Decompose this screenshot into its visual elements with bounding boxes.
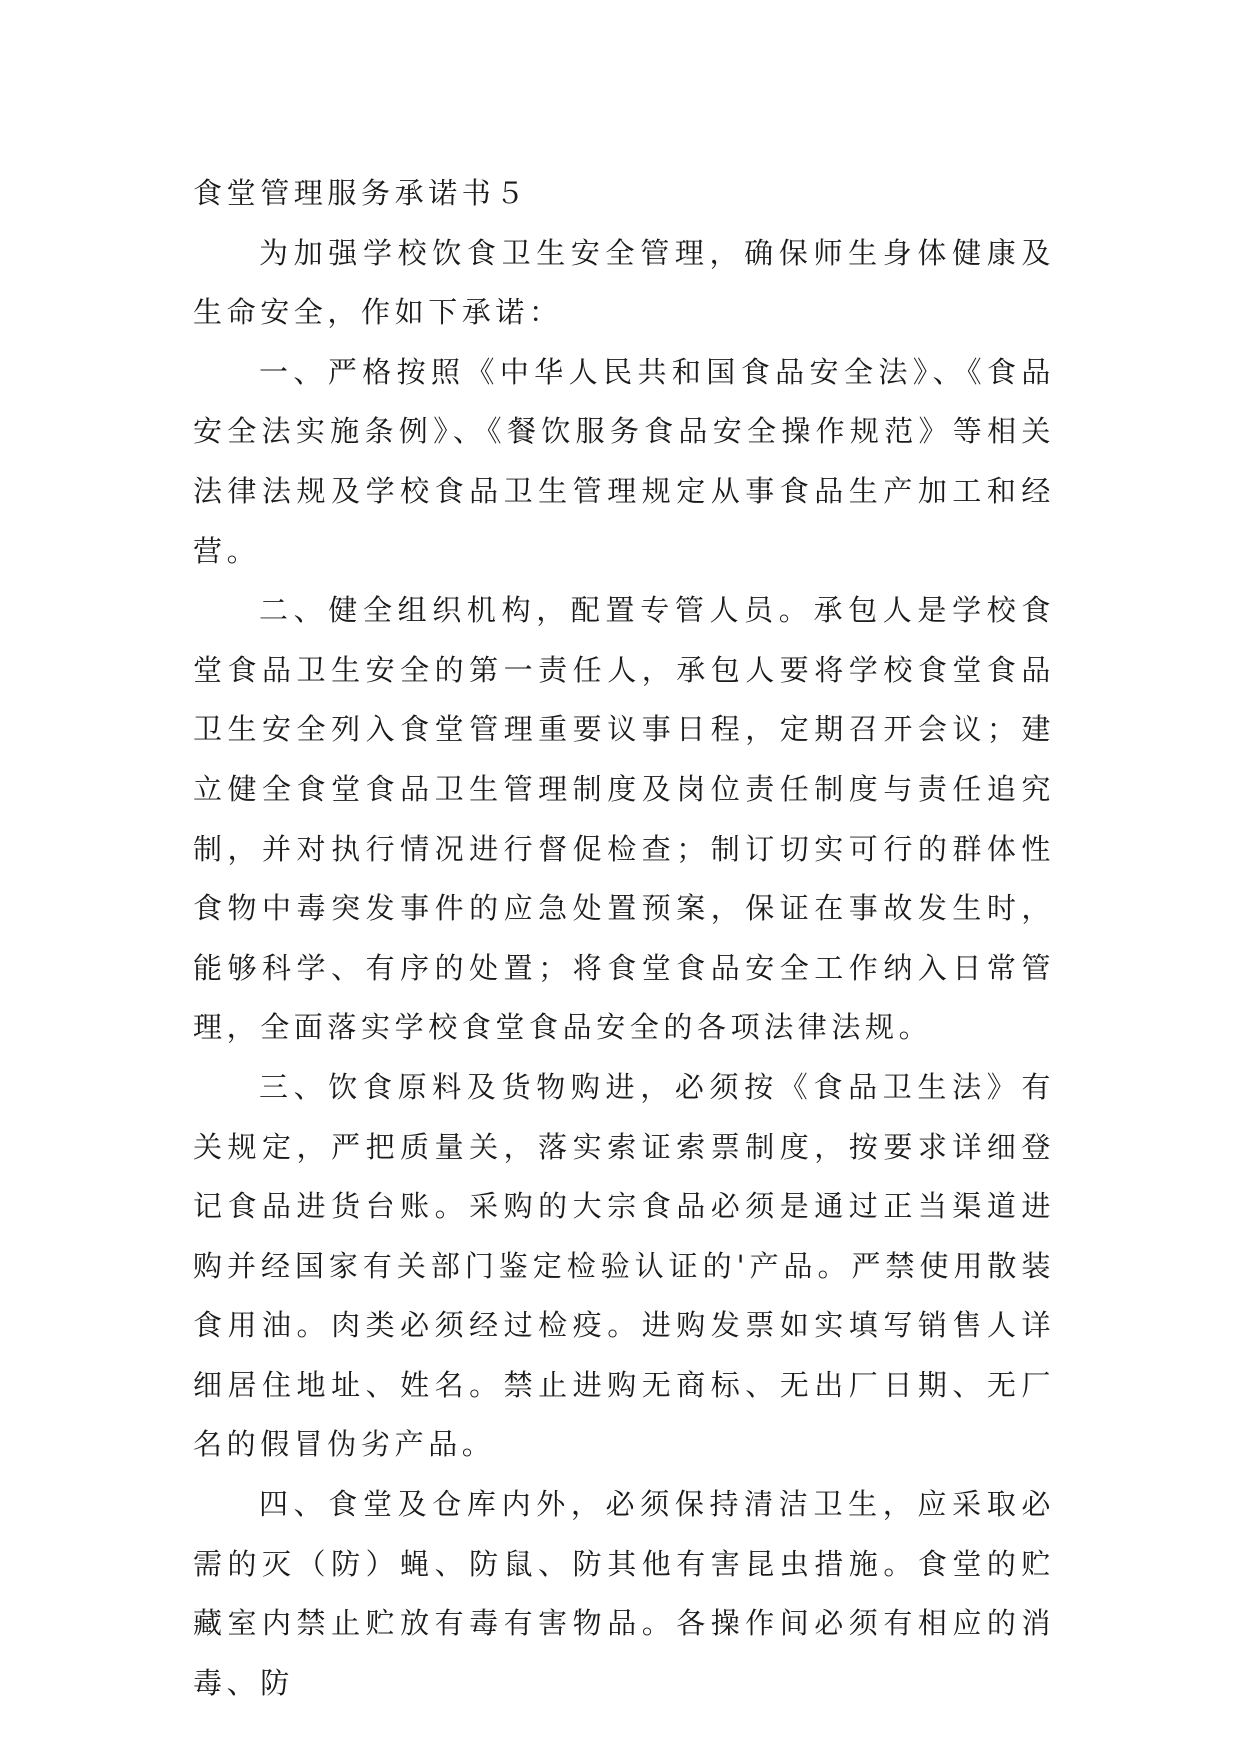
- clause-4-paragraph: 四、食堂及仓库内外，必须保持清洁卫生，应采取必需的灭（防）蝇、防鼠、防其他有害昆虫措施。食堂的贮藏室内禁止贮放有毒有害物品。各操作间必须有相应的消毒、防: [193, 1487, 1055, 1700]
- clause-2-paragraph: 二、健全组织机构，配置专管人员。承包人是学校食堂食品卫生安全的第一责任人，承包人要将学校食堂食品卫生安全列入食堂管理重要议事日程，定期召开会议；建立健全食堂食品卫生管理制度及岗位责任制度与责任追究制，并对执行情况进行督促检查；制订切实可行的群体性食物中毒突发事件的应急处置预案，保证在事故发生时，能够科学、有序的处置；将食堂食品安全工作纳入日常管理，全面落实学校食堂食品安全的各项法律法规。: [193, 593, 1055, 1045]
- clause-3-paragraph: 三、饮食原料及货物购进，必须按《食品卫生法》有关规定，严把质量关，落实索证索票制度，按要求详细登记食品进货台账。采购的大宗食品必须是通过正当渠道进购并经国家有关部门鉴定检验认证的'产品。严禁使用散装食用油。肉类必须经过检疫。进购发票如实填写销售人详细居住地址、姓名。禁止进购无商标、无出厂日期、无厂名的假冒伪劣产品。: [193, 1069, 1055, 1462]
- document-body: [193, 164, 1055, 1713]
- clause-1-paragraph: 一、严格按照《中华人民共和国食品安全法》、《食品安全法实施条例》、《餐饮服务食品安全操作规范》等相关法律法规及学校食品卫生管理规定从事食品生产加工和经营。: [193, 354, 1055, 568]
- intro-paragraph: 为加强学校饮食卫生安全管理，确保师生身体健康及生命安全，作如下承诺：: [193, 235, 1055, 330]
- document-title: 食堂管理服务承诺书５: [193, 176, 530, 210]
